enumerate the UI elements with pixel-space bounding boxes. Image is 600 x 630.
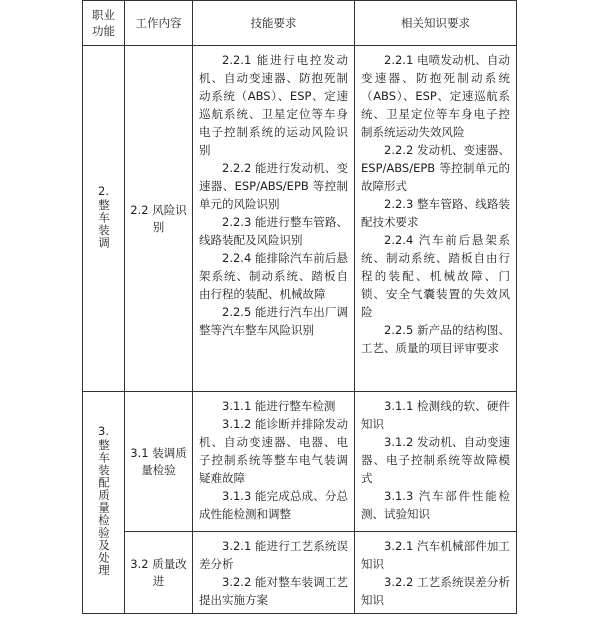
- function-number: 2.: [98, 184, 109, 198]
- skill-item: 2.2.4 能排除汽车前后悬架系统、制动系统、踏板自由行程的装配、机械故障: [199, 251, 348, 301]
- skill-item: 3.2.1 能进行工艺系统误差分析: [199, 539, 348, 571]
- knowledge-list: [355, 532, 517, 614]
- skill-list: [193, 392, 355, 532]
- knowledge-item: 2.2.2 发动机、变速器、ESP/ABS/EPB 等控制单元的故障形式: [361, 143, 510, 193]
- table-row: [83, 392, 517, 532]
- knowledge-item: 3.2.1 汽车机械部件加工知识: [361, 539, 510, 571]
- table-row: [83, 532, 517, 614]
- knowledge-list: [355, 392, 517, 532]
- skill-item: 2.2.2 能进行发动机、变速器、ESP/ABS/EPB 等控制单元的风险识别: [199, 161, 348, 211]
- standards-table-page: [82, 0, 516, 630]
- function-cell: [83, 46, 125, 392]
- skill-item: 2.2.3 能进行整车管路、线路装配及风险识别: [199, 215, 348, 247]
- skill-item: 3.1.3 能完成总成、分总成性能检测和调整: [199, 489, 348, 521]
- header-skill: 技能要求: [193, 1, 355, 46]
- skill-item: 3.1.1 能进行整车检测: [222, 399, 336, 413]
- function-name: 整车装配质量检验及处理: [97, 439, 111, 577]
- function-cell: [83, 392, 125, 614]
- work-content: 3.1 装调质量检验: [125, 392, 193, 532]
- skill-list: [193, 532, 355, 614]
- knowledge-list: [355, 46, 517, 392]
- knowledge-item: 3.2.2 工艺系统误差分析知识: [361, 575, 510, 607]
- header-row: [83, 1, 517, 46]
- work-content: 3.2 质量改进: [125, 532, 193, 614]
- knowledge-item: 2.2.5 新产品的结构图、工艺、质量的项目评审要求: [361, 323, 510, 355]
- skill-item: 2.2.1 能进行电控发动机、自动变速器、防抱死制动系统（ABS）、ESP、定速巡航系统、卫星定位等车身电子控制系统的运动风险识别: [199, 53, 348, 157]
- knowledge-item: 2.2.4 汽车前后悬架系统、制动系统、踏板自由行程的装配、机械故障、门锁、安全气囊装置的失效风险: [361, 233, 510, 319]
- table-row: [83, 46, 517, 392]
- skill-list: [193, 46, 355, 392]
- knowledge-item: 2.2.3 整车管路、线路装配技术要求: [361, 197, 510, 229]
- work-content: 2.2 风险识别: [125, 46, 193, 392]
- knowledge-item: 3.1.2 发动机、自动变速器、电子控制系统等故障模式: [361, 435, 510, 485]
- knowledge-item: 3.1.3 汽车部件性能检测、试验知识: [361, 489, 510, 521]
- standards-table: [82, 0, 517, 614]
- skill-item: 2.2.5 能进行汽车出厂调整等汽车整车风险识别: [199, 305, 348, 337]
- function-name: 整车装调: [97, 199, 111, 249]
- knowledge-item: 3.1.1 检测线的软、硬件知识: [361, 399, 510, 431]
- function-number: 3.: [98, 424, 109, 439]
- header-work: 工作内容: [125, 1, 193, 46]
- header-knowledge: 相关知识要求: [355, 1, 517, 46]
- skill-item: 3.1.2 能诊断并排除发动机、自动变速器、电器、电子控制系统等整车电气装调疑难故障: [199, 417, 348, 485]
- knowledge-item: 2.2.1 电喷发动机、自动变速器、防抱死制动系统（ABS）、ESP、定速巡航系统、卫星定位等车身电子控制系统运动失效风险: [361, 53, 510, 139]
- skill-item: 3.2.2 能对整车装调工艺提出实施方案: [199, 575, 348, 607]
- header-function: 职业功能: [83, 1, 125, 46]
